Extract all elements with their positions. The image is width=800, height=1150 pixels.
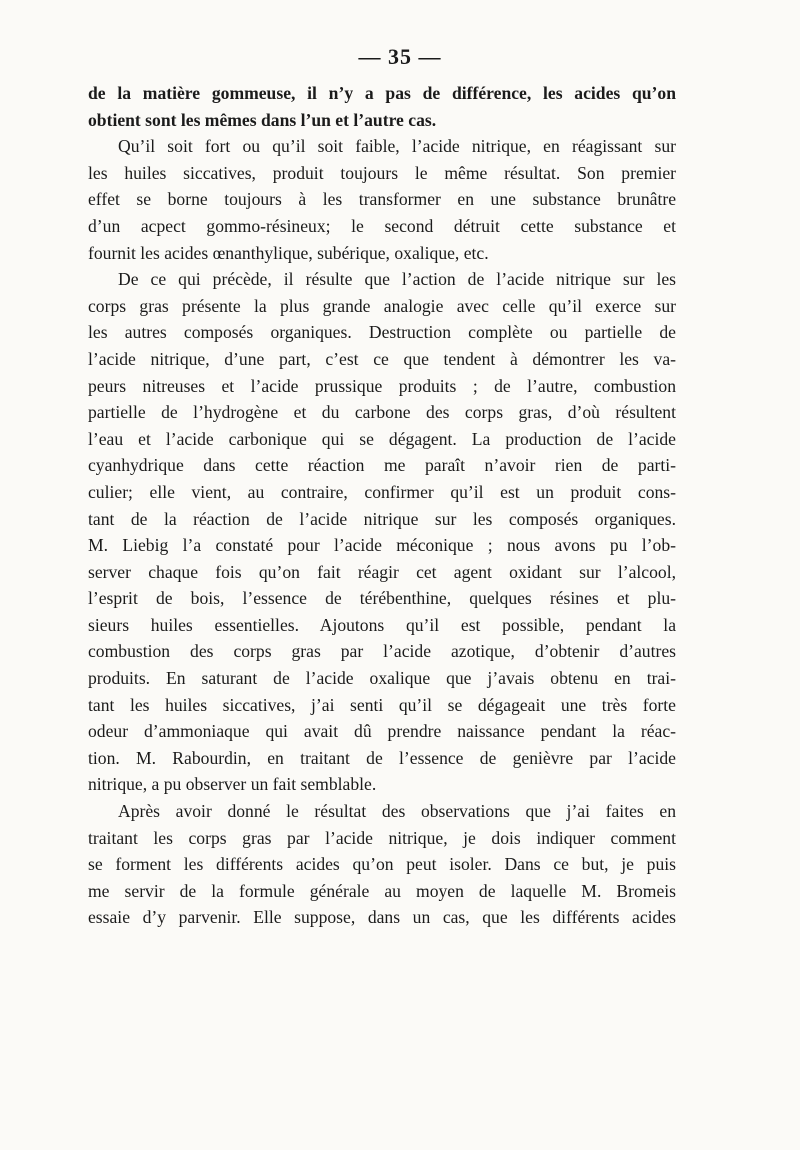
body-text [88,80,676,931]
text-line: tion. M. Rabourdin, en traitant de l’essence de genièvre par l’acide [88,747,676,768]
text-line: d’un acpect gommo-résineux; le second détruit cette substance et [88,215,676,236]
text-line: me servir de la formule générale au moyen de laquelle M. Bromeis [88,880,676,901]
text-line: obtient sont les mêmes dans l’un et l’autre cas. [88,109,437,130]
text-line: cyanhydrique dans cette réaction me paraît n’avoir rien de parti- [88,455,676,476]
text-line: produits. En saturant de l’acide oxalique que j’avais obtenu en trai- [88,668,676,689]
text-line: fournit les acides œnanthylique, subérique, oxalique, etc. [88,242,489,263]
text-line: effet se borne toujours à les transformer en une substance brunâtre [88,189,676,210]
text-line: Qu’il soit fort ou qu’il soit faible, l’acide nitrique, en réagissant sur [118,136,676,157]
text-line: tant les huiles siccatives, j’ai senti qu’il se dégageait une très forte [88,694,676,715]
text-line: les autres composés organiques. Destruction complète ou partielle de [88,322,676,343]
text-line: odeur d’ammoniaque qui avait dû prendre naissance pendant la réac- [88,721,676,742]
text-line: l’esprit de bois, l’essence de térébenthine, quelques résines et plu- [88,588,676,609]
text-line: combustion des corps gras par l’acide azotique, d’obtenir d’autres [88,641,676,662]
text-line: les huiles siccatives, produit toujours le même résultat. Son premier [88,162,676,183]
text-line: de la matière gommeuse, il n’y a pas de différence, les acides qu’on [88,83,676,103]
text-line: traitant les corps gras par l’acide nitrique, je dois indiquer comment [88,827,676,848]
text-line: server chaque fois qu’on fait réagir cet agent oxidant sur l’alcool, [88,561,676,582]
text-line: Après avoir donné le résultat des observations que j’ai faites en [118,801,676,822]
text-line: corps gras présente la plus grande analogie avec celle qu’il exerce sur [88,295,676,316]
text-line: l’eau et l’acide carbonique qui se dégagent. La production de l’acide [88,428,676,449]
text-line: peurs nitreuses et l’acide prussique produits ; de l’autre, combustion [88,375,676,396]
text-line: partielle de l’hydrogène et du carbone des corps gras, d’où résultent [88,402,676,423]
text-line: nitrique, a pu observer un fait semblable. [88,774,377,795]
text-line: De ce qui précède, il résulte que l’action de l’acide nitrique sur les [118,269,676,290]
text-line: se forment les différents acides qu’on peut isoler. Dans ce but, je puis [88,854,676,875]
text-line: sieurs huiles essentielles. Ajoutons qu’il est possible, pendant la [88,614,676,635]
text-line: M. Liebig l’a constaté pour l’acide méconique ; nous avons pu l’ob- [88,535,676,556]
text-line: tant de la réaction de l’acide nitrique sur les composés organiques. [88,508,676,529]
text-line: l’acide nitrique, d’une part, c’est ce que tendent à démontrer les va- [88,348,676,369]
text-line: culier; elle vient, au contraire, confirmer qu’il est un produit cons- [88,481,676,502]
page-number: — 35 — [358,44,442,69]
text-line: essaie d’y parvenir. Elle suppose, dans un cas, que les différents acides [88,907,676,928]
